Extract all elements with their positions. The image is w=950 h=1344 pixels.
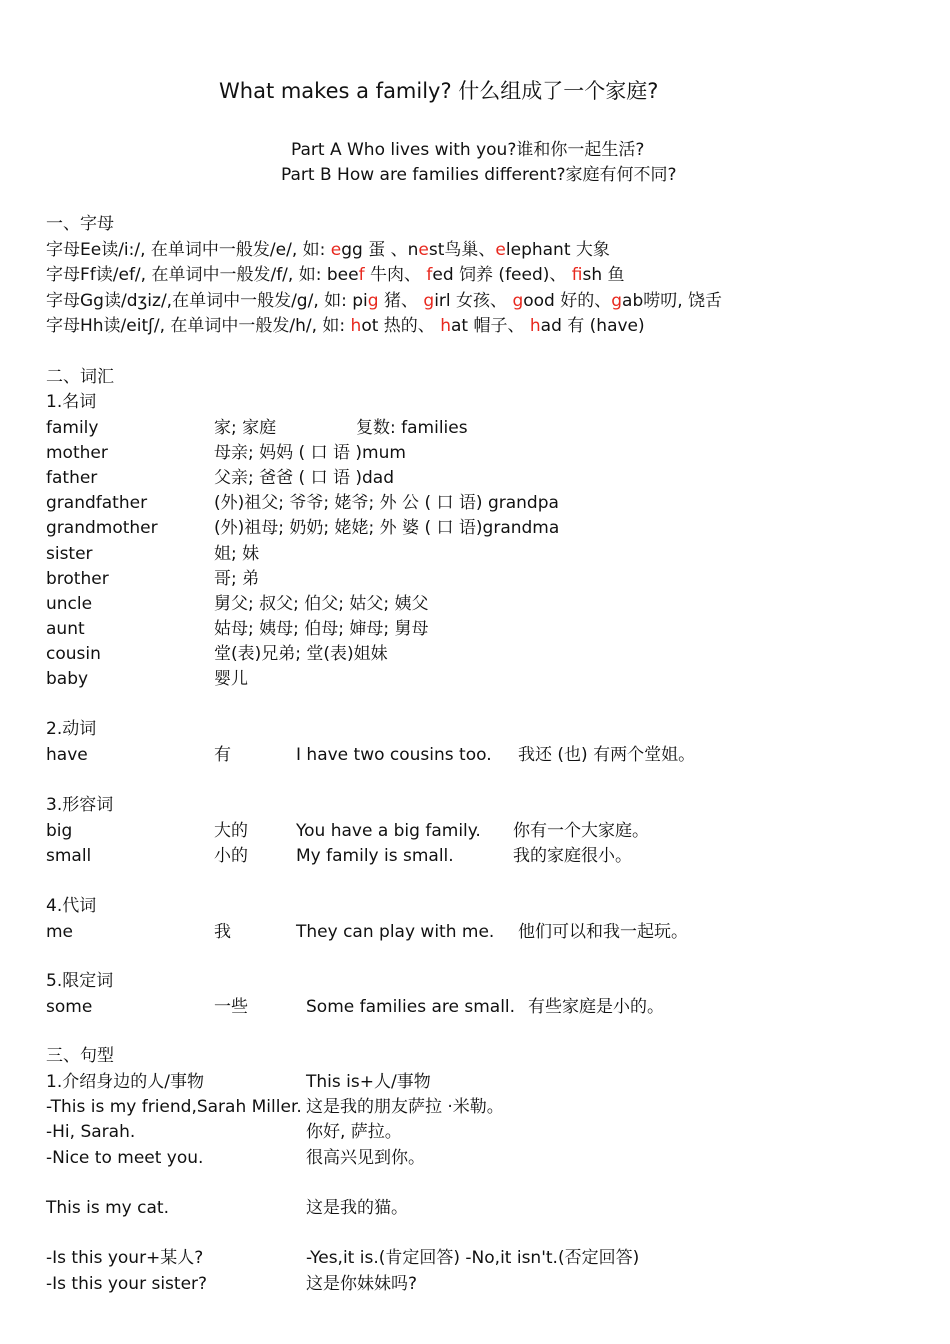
rule-text: 字母Gg读/dʒiz/,在单词中一般发/g/, 如: pi xyxy=(46,291,368,311)
noun-meaning: 舅父; 叔父; 伯父; 姑父; 姨父 xyxy=(214,593,429,614)
pattern-chinese: 这是你妹妹吗? xyxy=(306,1274,418,1294)
highlighted-letter: f xyxy=(358,265,365,285)
determiner-word: some xyxy=(46,997,93,1017)
rule-text: 牛肉、 xyxy=(364,265,427,285)
rule-text: lephant 大象 xyxy=(505,240,610,260)
pattern-english: -Is this your sister? xyxy=(46,1274,208,1294)
highlighted-letter: e xyxy=(330,240,342,260)
page-title: What makes a family? 什么组成了一个家庭? xyxy=(219,79,659,103)
pronoun-word: me xyxy=(46,922,74,942)
pattern-chinese: 这是我的朋友萨拉 ·米勒。 xyxy=(306,1097,504,1117)
noun-meaning: 姑母; 姨母; 伯母; 婶母; 舅母 xyxy=(214,618,429,639)
determiner-meaning: 一些 xyxy=(214,997,248,1017)
rule-text: 字母Hh读/eitʃ/, 在单词中一般发/h/, 如: xyxy=(46,316,351,336)
rule-text: at 帽子、 xyxy=(450,316,530,336)
pronoun-meaning: 我 xyxy=(214,922,231,942)
noun-word: baby xyxy=(46,669,89,689)
letter-rule-line xyxy=(46,239,610,261)
verb-word: have xyxy=(46,745,88,765)
highlighted-letter: g xyxy=(512,291,524,311)
noun-meaning: (外)祖父; 爷爷; 姥爷; 外 公 ( 口 语) grandpa xyxy=(214,493,559,514)
noun-word: mother xyxy=(46,443,108,464)
determiner-heading: 5.限定词 xyxy=(46,971,114,991)
rule-text: 字母Ee读/i:/, 在单词中一般发/e/, 如: xyxy=(46,240,331,260)
noun-plural: 复数: families xyxy=(356,418,468,438)
determiner-translation: 有些家庭是小的。 xyxy=(528,997,664,1017)
rule-text: ood 好的、 xyxy=(523,291,612,311)
noun-word: sister xyxy=(46,543,93,564)
verb-translation: 我还 (也) 有两个堂姐。 xyxy=(518,745,696,765)
verb-meaning: 有 xyxy=(214,745,231,765)
noun-meaning: 家; 家庭 xyxy=(214,418,277,438)
adj-translation: 我的家庭很小。 xyxy=(513,846,632,866)
pattern-english: -This is my friend,Sarah Miller. xyxy=(46,1097,302,1117)
rule-text: gg 蛋 、n xyxy=(341,240,419,260)
letter-rule-line xyxy=(46,315,645,337)
pattern-chinese: This is+人/事物 xyxy=(306,1072,431,1092)
nouns-heading: 1.名词 xyxy=(46,392,97,412)
rule-text: ish 鱼 xyxy=(582,265,625,285)
highlighted-letter: g xyxy=(423,291,435,311)
pronoun-translation: 他们可以和我一起玩。 xyxy=(518,922,688,942)
section-letters-heading: 一、字母 xyxy=(46,214,114,234)
letter-rule-line xyxy=(46,264,625,286)
rule-text: 字母Ff读/ef/, 在单词中一般发/f/, 如: bee xyxy=(46,265,359,285)
noun-meaning: 母亲; 妈妈 ( 口 语 )mum xyxy=(214,443,406,464)
verb-heading: 2.动词 xyxy=(46,719,97,739)
adj-word: small xyxy=(46,846,92,866)
adj-sentence: My family is small. xyxy=(296,846,454,866)
rule-text: ad 有 (have) xyxy=(540,316,645,336)
determiner-sentence: Some families are small. xyxy=(306,997,516,1017)
noun-word: cousin xyxy=(46,643,101,664)
adj-translation: 你有一个大家庭。 xyxy=(513,821,649,841)
highlighted-letter: f xyxy=(571,265,583,285)
noun-word: family xyxy=(46,418,99,438)
part-b-heading: Part B How are families different?家庭有何不同? xyxy=(281,165,677,185)
rule-text: ed 饲养 (feed)、 xyxy=(432,265,572,285)
adj-heading: 3.形容词 xyxy=(46,795,114,815)
pattern-chinese: -Yes,it is.(肯定回答) -No,it isn't.(否定回答) xyxy=(306,1248,640,1268)
pattern-english: This is my cat. xyxy=(46,1198,169,1218)
pattern-chinese: 这是我的猫。 xyxy=(306,1198,408,1218)
pattern-chinese: 很高兴见到你。 xyxy=(306,1148,425,1168)
adj-meaning: 大的 xyxy=(214,821,248,841)
pronoun-heading: 4.代词 xyxy=(46,896,97,916)
pattern-chinese: 你好, 萨拉。 xyxy=(306,1122,402,1142)
part-a-heading: Part A Who lives with you?谁和你一起生活? xyxy=(291,140,645,160)
adj-word: big xyxy=(46,821,73,841)
noun-meaning: 父亲; 爸爸 ( 口 语 )dad xyxy=(214,468,395,489)
adj-sentence: You have a big family. xyxy=(296,821,481,841)
rule-text: st鸟巢、 xyxy=(428,240,496,260)
highlighted-letter: f xyxy=(426,265,433,285)
highlighted-letter: h xyxy=(440,316,451,336)
letter-rule-line xyxy=(46,290,722,312)
highlighted-letter: e xyxy=(418,240,429,260)
highlighted-letter: h xyxy=(350,316,362,336)
rule-text: irl 女孩、 xyxy=(434,291,513,311)
section-vocab-heading: 二、词汇 xyxy=(46,367,114,387)
pattern-english: -Nice to meet you. xyxy=(46,1148,204,1168)
highlighted-letter: g xyxy=(367,291,379,311)
noun-meaning: 婴儿 xyxy=(214,669,248,689)
verb-sentence: I have two cousins too. xyxy=(296,745,492,765)
noun-word: grandfather xyxy=(46,493,148,514)
noun-word: uncle xyxy=(46,593,93,614)
adj-meaning: 小的 xyxy=(214,846,248,866)
noun-word: father xyxy=(46,468,98,489)
rule-text: ot 热的、 xyxy=(361,316,441,336)
noun-word: brother xyxy=(46,568,109,589)
noun-meaning: 堂(表)兄弟; 堂(表)姐妹 xyxy=(214,643,388,664)
rule-text: 猪、 xyxy=(378,291,424,311)
pattern-english: -Is this your+某人? xyxy=(46,1248,204,1268)
highlighted-letter: h xyxy=(529,316,541,336)
noun-word: grandmother xyxy=(46,518,158,539)
noun-meaning: 哥; 弟 xyxy=(214,568,260,589)
section-patterns-heading: 三、句型 xyxy=(46,1046,114,1066)
pattern-english: -Hi, Sarah. xyxy=(46,1122,136,1142)
noun-meaning: (外)祖母; 奶奶; 姥姥; 外 婆 ( 口 语)grandma xyxy=(214,518,560,539)
pronoun-sentence: They can play with me. xyxy=(296,922,495,942)
highlighted-letter: e xyxy=(495,240,506,260)
highlighted-letter: g xyxy=(611,291,623,311)
pattern-english: 1.介绍身边的人/事物 xyxy=(46,1072,204,1092)
noun-word: aunt xyxy=(46,618,85,639)
noun-meaning: 姐; 妹 xyxy=(214,543,260,564)
rule-text: ab唠叨, 饶舌 xyxy=(622,291,723,311)
